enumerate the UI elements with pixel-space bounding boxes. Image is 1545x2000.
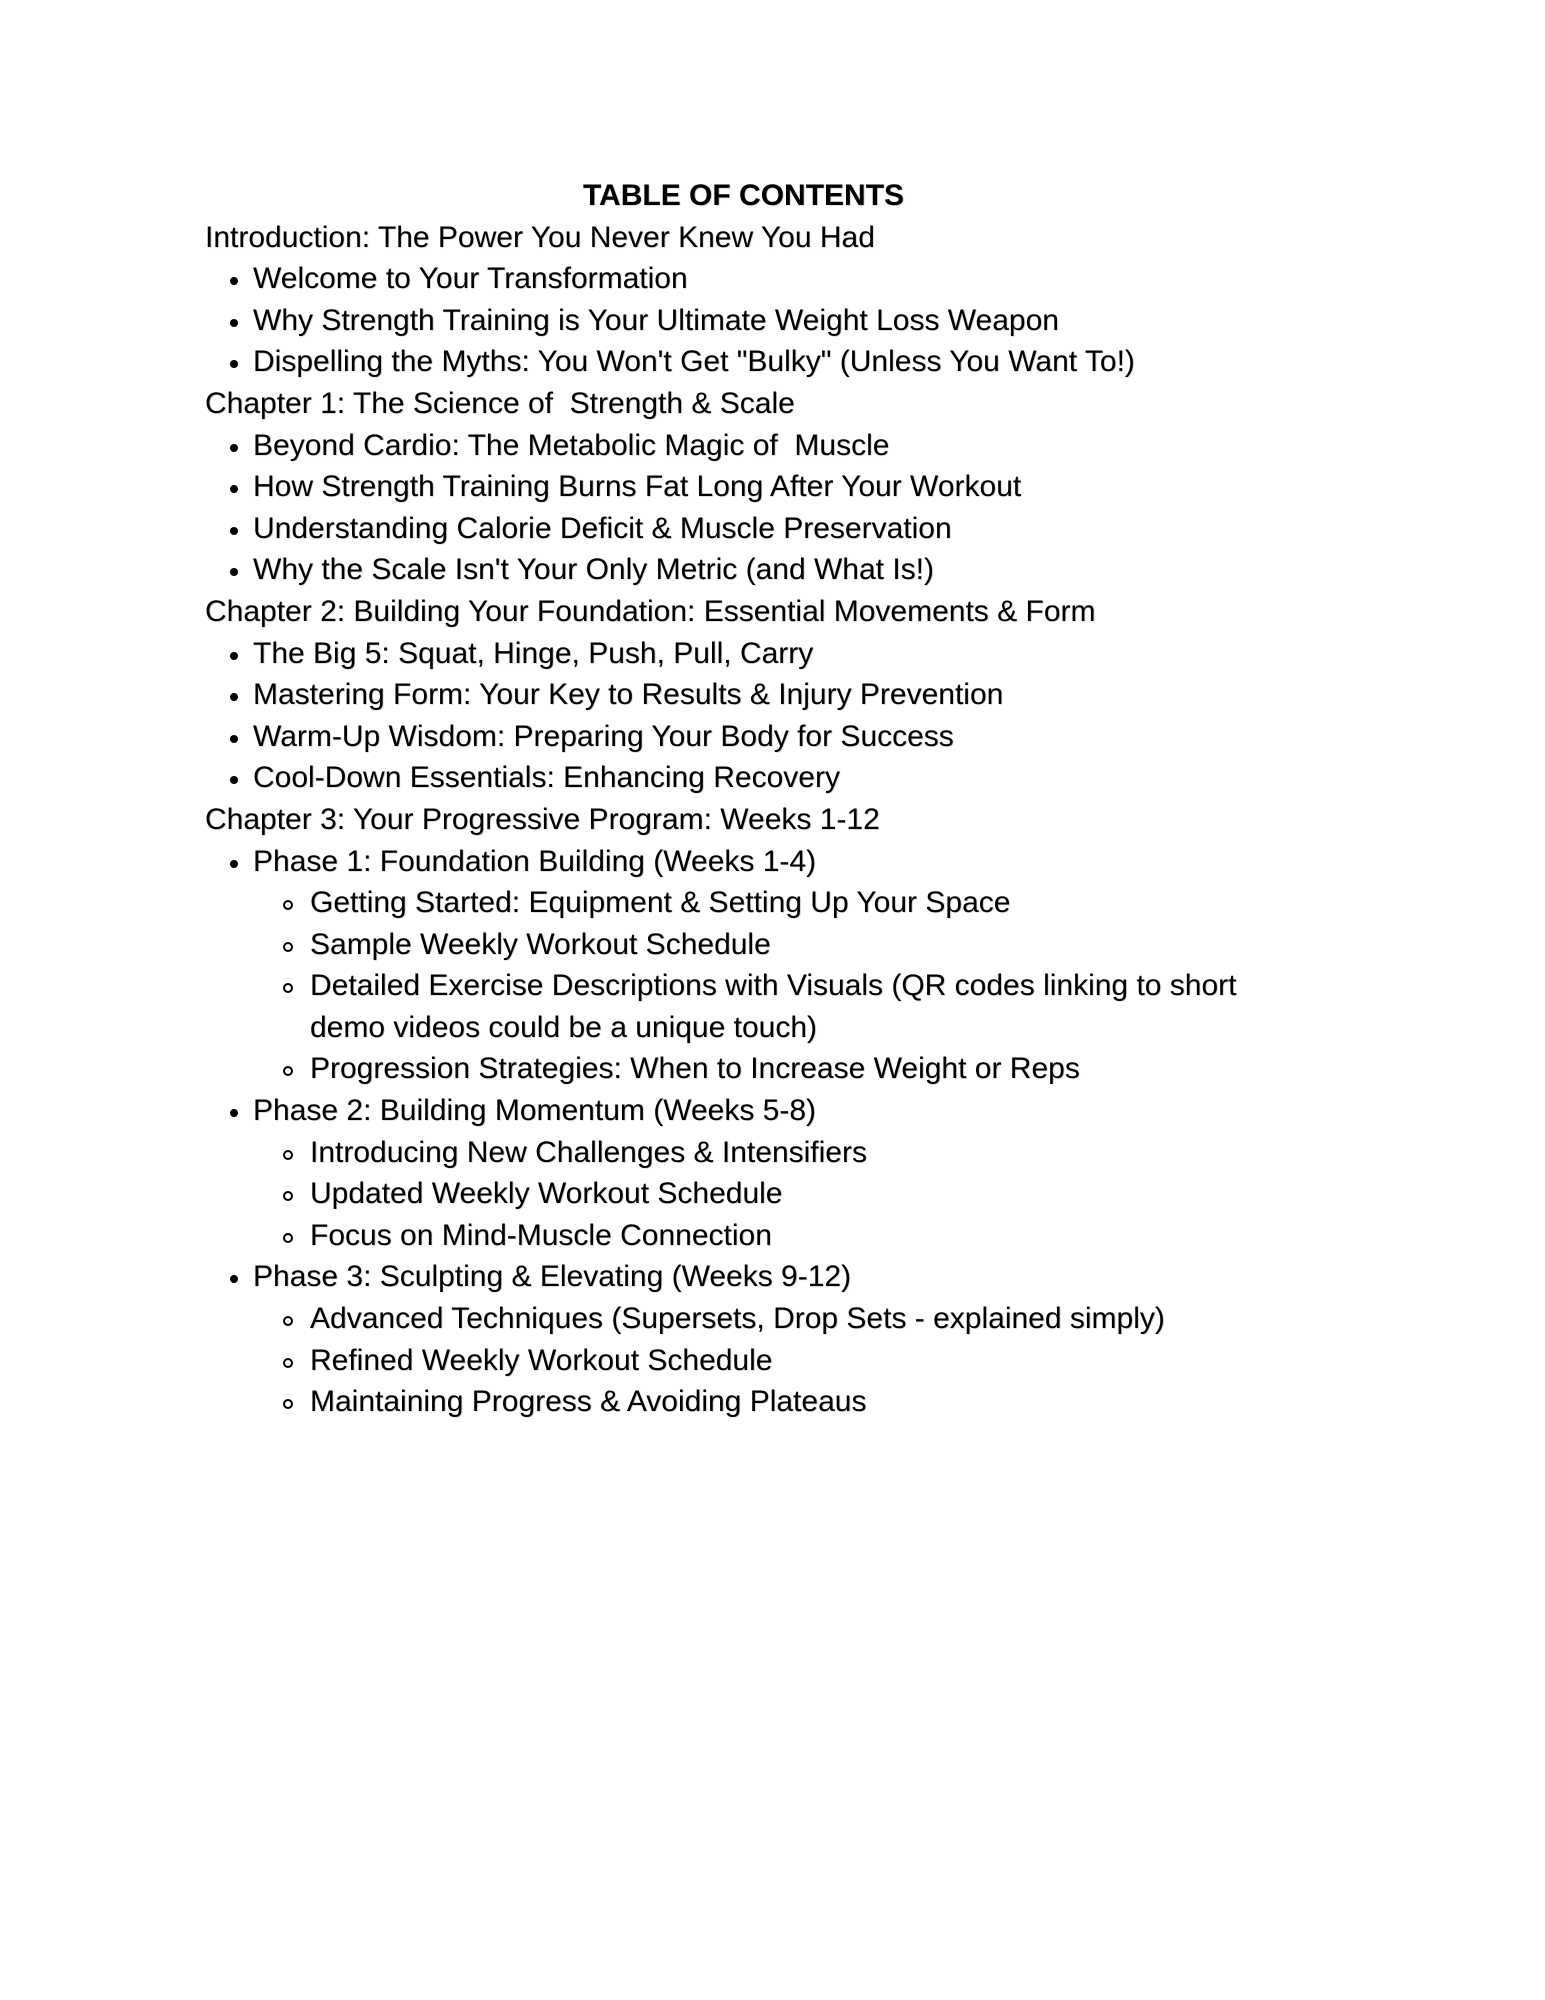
toc-subitem-label: Updated Weekly Workout Schedule <box>310 1177 783 1211</box>
toc-item-label: The Big 5: Squat, Hinge, Push, Pull, Carry <box>253 636 814 670</box>
disc-bullet-icon <box>230 319 238 327</box>
toc-subitem-label: Sample Weekly Workout Schedule <box>310 927 771 961</box>
toc-item <box>205 508 1282 550</box>
circle-bullet-icon <box>283 1358 293 1368</box>
disc-bullet-icon <box>230 860 238 868</box>
toc-item-phase-3 <box>205 1256 1282 1422</box>
toc-subitem-label: Refined Weekly Workout Schedule <box>310 1343 773 1377</box>
disc-bullet-icon <box>230 652 238 660</box>
disc-bullet-icon <box>230 1275 238 1283</box>
toc-heading-chapter-2: Chapter 2: Building Your Foundation: Essential Movements & Form <box>205 594 1096 628</box>
toc-subitem <box>253 1381 1282 1423</box>
toc-subitem <box>253 924 1282 966</box>
toc-item-label: Phase 1: Foundation Building (Weeks 1-4) <box>253 844 817 878</box>
page-title: TABLE OF CONTENTS <box>582 179 905 212</box>
toc-item-label: Phase 3: Sculpting & Elevating (Weeks 9-12) <box>253 1260 852 1294</box>
disc-bullet-icon <box>230 277 238 285</box>
toc-section-introduction <box>205 217 1282 383</box>
toc-heading-chapter-3: Chapter 3: Your Progressive Program: Weeks 1-12 <box>205 802 880 836</box>
disc-bullet-icon <box>230 693 238 701</box>
toc-list <box>205 258 1282 383</box>
disc-bullet-icon <box>230 527 238 535</box>
circle-bullet-icon <box>283 1066 293 1076</box>
toc-item <box>205 757 1282 799</box>
toc-item <box>205 341 1282 383</box>
toc-list <box>205 633 1282 799</box>
toc-item-label: Dispelling the Myths: You Won't Get "Bulky" (Unless You Want To!) <box>253 345 1135 379</box>
toc-item <box>205 425 1282 467</box>
toc-item-phase-2 <box>205 1090 1282 1256</box>
toc-section-chapter-1 <box>205 383 1282 591</box>
circle-bullet-icon <box>283 942 293 952</box>
toc-item-label: Welcome to Your Transformation <box>253 262 688 296</box>
toc-heading-introduction: Introduction: The Power You Never Knew You Had <box>205 220 875 254</box>
circle-bullet-icon <box>283 1399 293 1409</box>
toc-subitem <box>253 1298 1282 1340</box>
toc-sublist <box>253 1132 1282 1257</box>
toc-item <box>205 549 1282 591</box>
toc-item-label: Why the Scale Isn't Your Only Metric (and What Is!) <box>253 553 934 587</box>
toc-subitem-label: Introducing New Challenges & Intensifiers <box>310 1135 867 1169</box>
circle-bullet-icon <box>283 900 293 910</box>
toc-subitem-label: Advanced Techniques (Supersets, Drop Sets - explained simply) <box>310 1302 1165 1336</box>
toc-item <box>205 300 1282 342</box>
toc-subitem <box>253 1340 1282 1382</box>
disc-bullet-icon <box>230 568 238 576</box>
toc-subitem-label: Detailed Exercise Descriptions with Visuals (QR codes linking to short demo videos could be a unique touch) <box>310 969 1237 1044</box>
toc-subitem-label: Progression Strategies: When to Increase Weight or Reps <box>310 1052 1080 1086</box>
disc-bullet-icon <box>230 735 238 743</box>
toc-item-label: Phase 2: Building Momentum (Weeks 5-8) <box>253 1094 817 1128</box>
disc-bullet-icon <box>230 776 238 784</box>
disc-bullet-icon <box>230 360 238 368</box>
toc-subitem <box>253 1215 1282 1257</box>
toc-list <box>205 841 1282 1423</box>
toc-subitem <box>253 1048 1282 1090</box>
disc-bullet-icon <box>230 1109 238 1117</box>
toc-item <box>205 466 1282 508</box>
toc-item-label: Mastering Form: Your Key to Results & Injury Prevention <box>253 678 1004 712</box>
circle-bullet-icon <box>283 1233 293 1243</box>
toc-item-phase-1 <box>205 841 1282 1091</box>
toc-subitem <box>253 882 1282 924</box>
toc-item-label: Why Strength Training is Your Ultimate Weight Loss Weapon <box>253 303 1059 337</box>
toc-subitem-label: Getting Started: Equipment & Setting Up Your Space <box>310 886 1011 920</box>
toc-item <box>205 716 1282 758</box>
toc-item-label: Warm-Up Wisdom: Preparing Your Body for Success <box>253 719 954 753</box>
circle-bullet-icon <box>283 1191 293 1201</box>
toc-item-label: Beyond Cardio: The Metabolic Magic of Muscle <box>253 428 890 462</box>
toc-item-label: Cool-Down Essentials: Enhancing Recovery <box>253 761 840 795</box>
toc-sublist <box>253 882 1282 1090</box>
toc-subitem <box>253 965 1282 1048</box>
toc-subitem <box>253 1173 1282 1215</box>
circle-bullet-icon <box>283 1150 293 1160</box>
toc-sublist <box>253 1298 1282 1423</box>
toc-subitem-label: Maintaining Progress & Avoiding Plateaus <box>310 1385 867 1419</box>
toc-item-label: Understanding Calorie Deficit & Muscle Preservation <box>253 511 952 545</box>
toc-section-chapter-3 <box>205 799 1282 1423</box>
toc-item <box>205 674 1282 716</box>
toc-list <box>205 425 1282 591</box>
toc-item <box>205 633 1282 675</box>
toc-subitem-label: Focus on Mind-Muscle Connection <box>310 1218 772 1252</box>
circle-bullet-icon <box>283 983 293 993</box>
toc-subitem <box>253 1132 1282 1174</box>
toc-item-label: How Strength Training Burns Fat Long After Your Workout <box>253 470 1022 504</box>
toc-item <box>205 258 1282 300</box>
disc-bullet-icon <box>230 485 238 493</box>
circle-bullet-icon <box>283 1316 293 1326</box>
toc-heading-chapter-1: Chapter 1: The Science of Strength & Scale <box>205 386 795 420</box>
toc-section-chapter-2 <box>205 591 1282 799</box>
disc-bullet-icon <box>230 444 238 452</box>
